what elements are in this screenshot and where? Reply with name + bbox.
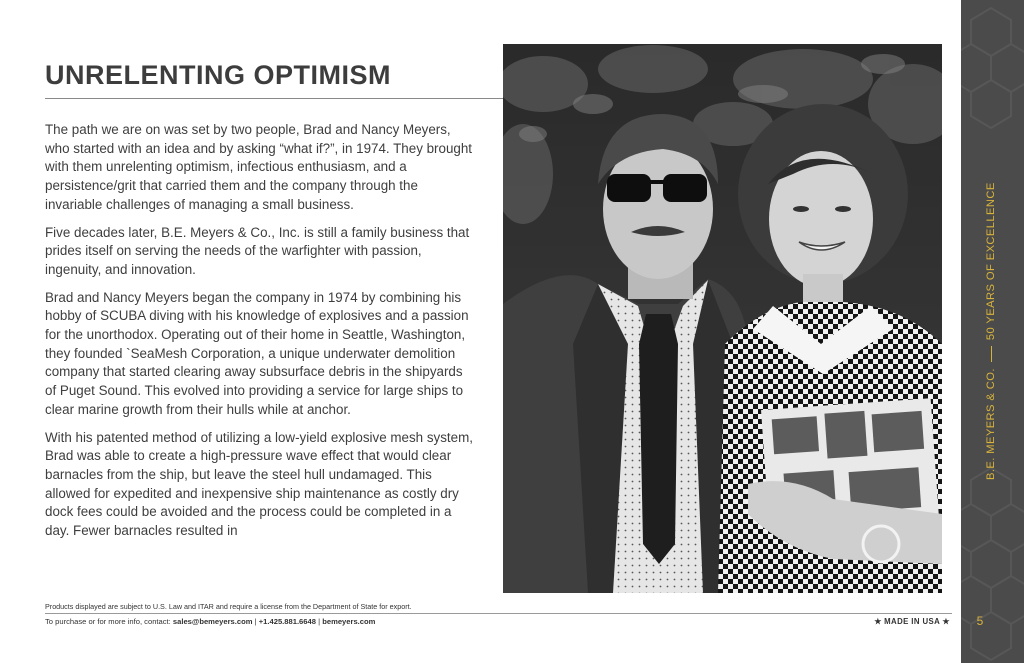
- footer-rule: [45, 613, 952, 614]
- footer-separator: |: [318, 617, 321, 626]
- page-number: 5: [976, 614, 984, 628]
- export-legal-note: Products displayed are subject to U.S. Law and ITAR and require a license from the Department of State for export.: [45, 602, 412, 611]
- footer-separator: |: [254, 617, 257, 626]
- paragraph-1: The path we are on was set by two people, Brad and Nancy Meyers, who started with an idea and by asking “what if?”, in 1974. They brought with them unrelenting optimism, infectious enthusiasm, and a persistence/grit that carried them and the company through the invariable challenges of managing a small business.: [45, 122, 473, 212]
- made-in-usa-badge: ★ MADE IN USA ★: [874, 617, 950, 626]
- contact-prefix: To purchase or for more info, contact:: [45, 617, 171, 626]
- company-name: B.E. MEYERS & CO.: [985, 368, 997, 480]
- heading-rule: [45, 98, 503, 99]
- side-divider: [991, 346, 992, 362]
- contact-phone[interactable]: +1.425.881.6648: [258, 617, 316, 626]
- founders-photo-illustration: [503, 44, 942, 593]
- body-text: [45, 121, 477, 550]
- paragraph-4: With his patented method of utilizing a low-yield explosive mesh system, Brad was able to create a high-pressure wave effect that would clear barnacles from the ship, but leave the steel hull undamaged. This allowed for expedited and inexpensive ship maintenance as costly dry dock fees could be avoided and the process could be completed in a day. Fewer barnacles resulted in: [45, 429, 473, 539]
- website-link[interactable]: bemeyers.com: [322, 617, 376, 626]
- paragraph-3: Brad and Nancy Meyers began the company in 1974 by combining his hobby of SCUBA diving with his knowledge of explosives and a passion for the unorthodox. Operating out of their home in Seattle, Washington, they founded `SeaMesh Corporation, a unique underwater demolition company that started clearing away subsurface debris in the shipyards of Puget Sound. This evolved into providing a service for large ships to clear marine growth from their hulls while at anchor.: [45, 289, 469, 417]
- page-heading: UNRELENTING OPTIMISM: [45, 60, 391, 90]
- paragraph-2: Five decades later, B.E. Meyers & Co., Inc. is still a family business that prides itself on serving the needs of the warfighter with passion, ingenuity, and innovation.: [45, 224, 470, 277]
- footer-contact: [45, 617, 375, 626]
- side-band-title: [985, 182, 997, 480]
- anniversary-tagline: 50 YEARS OF EXCELLENCE: [985, 182, 997, 341]
- founders-photo: [503, 44, 942, 593]
- contact-email-link[interactable]: sales@bemeyers.com: [172, 617, 253, 626]
